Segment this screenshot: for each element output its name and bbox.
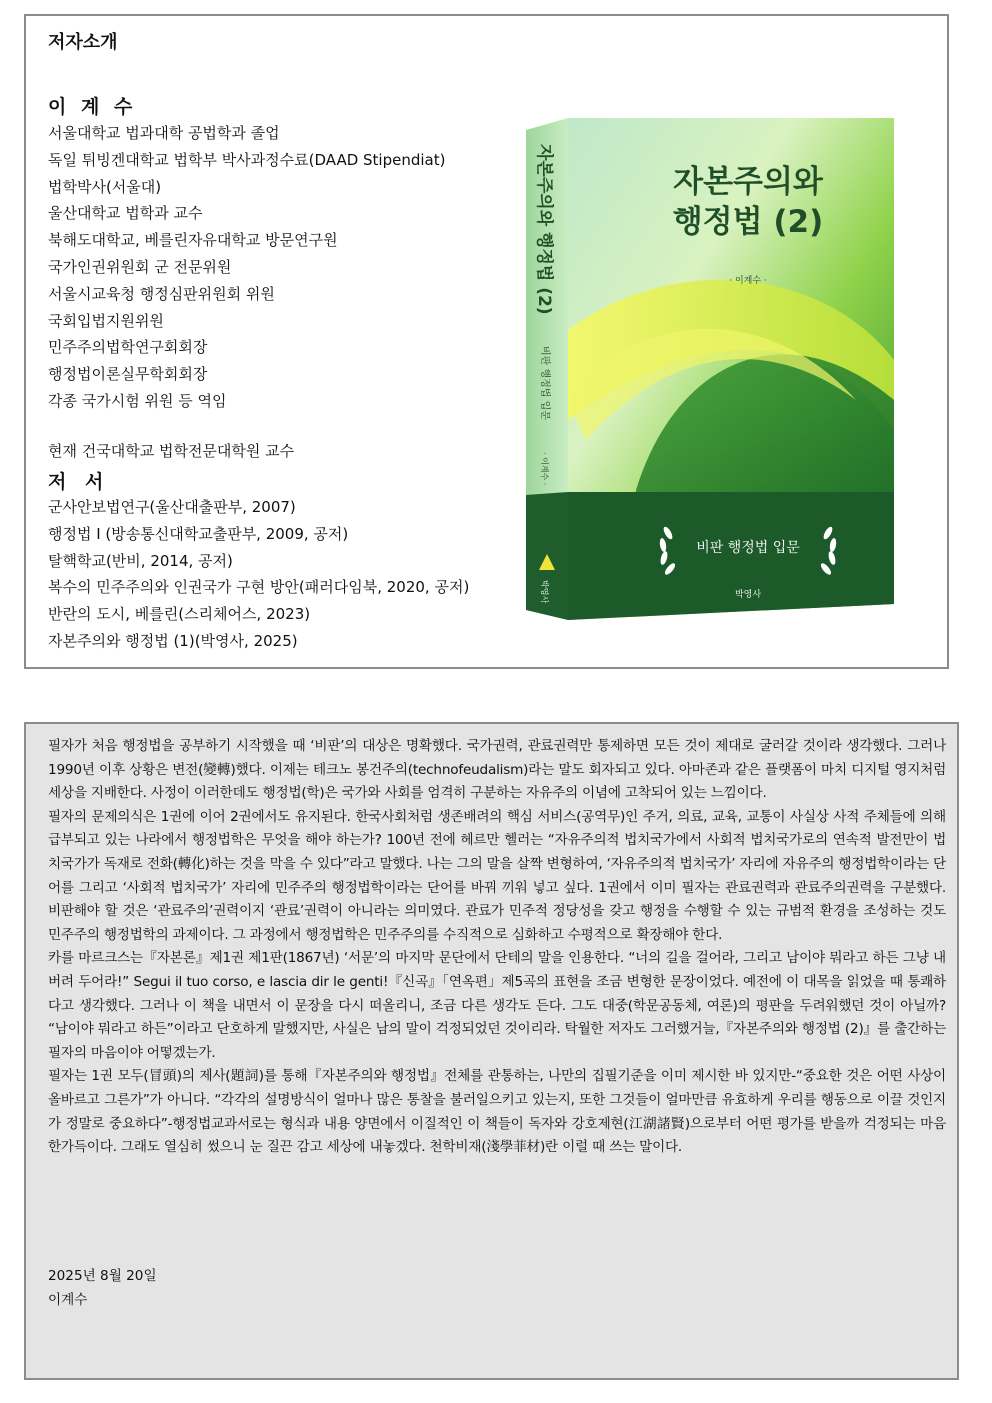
list-item: 독일 튀빙겐대학교 법학부 박사과정수료(DAAD Stipendiat): [48, 150, 446, 169]
book-title-line1: 자본주의와: [673, 164, 823, 200]
author-profile-box: [24, 14, 949, 669]
preface-paragraph: 필자의 문제의식은 1권에 이어 2권에서도 유지된다. 한국사회처럼 생존배려의 핵심 서비스(공역무)인 주거, 의료, 교육, 교통이 사실상 사적 주체들에 의해 급부되고 있는 나라에서 행정법학은 무엇을 해야 하는가? 100년 전에 헤르만 헬러는 “자유주의적 법치국가에서 사회적 법치국가로의 연속적 발전만이 법치국가가 독재로 전화(轉化)하는 것을 막을 수 있다”라고 말했다. 나는 그의 말을 살짝 변형하여, ‘자유주의적 법치국가’ 자리에 자유주의 행정법학이라는 단어를 그리고 ‘사회적 법치국가’ 자리에 민주주의 행정법학이라는 단어를 바꿔 끼워 넣고 싶다. 1권에서 이미 필자는 관료권력과 관료주의권력을 구분했다. 비판해야 할 것은 ‘관료주의’권력이지 ‘관료’권력이 아니라는 의미였다. 관료가 민주적 정당성을 갖고 행정을 수행할 수 있는 규범적 환경을 조성하는 것도 민주주의 행정법학의 과제이다. 그 과정에서 행정법학은 민주주의를 수직적으로 심화하고 수평적으로 확장해야 한다.: [48, 808, 946, 943]
list-item: 행정법이론실무학회회장: [48, 365, 208, 384]
author-name: 이 계 수: [48, 96, 137, 118]
preface-text: [48, 735, 946, 1160]
works-title: 저 서: [48, 471, 110, 493]
preface-paragraph: 필자가 처음 행정법을 공부하기 시작했을 때 ‘비판’의 대상은 명확했다. 국가권력, 관료권력만 통제하면 모든 것이 제대로 굴러갈 것이라 생각했다. 그러나 1990년 이후 상황은 변전(變轉)했다. 이제는 테크노 봉건주의(technofeudalism)라는 말도 회자되고 있다. 아마존과 같은 플랫폼이 마치 디지털 영지처럼 세상을 지배한다. 사정이 이러한데도 행정법(학)은 국가와 사회를 엄격히 구분하는 자유주의 이념에 고착되어 있는 느낌이다.: [48, 738, 946, 802]
list-item: 반란의 도시, 베를린(스리체어스, 2023): [48, 605, 311, 624]
book-title-line2: 행정법 (2): [672, 204, 824, 240]
section-title: 저자소개: [48, 32, 118, 53]
works-list: [48, 494, 469, 655]
list-item: 복수의 민주주의와 인권국가 구현 방안(패러다임북, 2020, 공저): [48, 578, 470, 597]
spine-publisher: 박영사: [540, 580, 549, 604]
list-item: 탈핵학교(반비, 2014, 공저): [48, 551, 233, 570]
list-item: 자본주의와 행정법 (1)(박영사, 2025): [48, 631, 298, 650]
preface-paragraph: 카를 마르크스는『자본론』제1권 제1판(1867년) ‘서문’의 마지막 문단에서 단테의 말을 인용한다. “너의 길을 걸어라, 그리고 남이야 뭐라고 하든 그냥 내버려 두어라!” Segui il tuo corso, e lascia dir le genti!『신곡』「연옥편」제5곡의 표현을 조금 변형한 문장이었다. 예전에 이 대목을 읽었을 때 통쾌하다고 생각했다. 그러나 이 책을 내면서 이 문장을 다시 떠올리니, 조금 다른 생각도 든다. 그도 대중(학문공동체, 여론)의 평판을 두려워했던 것이 아닐까? “남이야 뭐라고 하든”이라고 단호하게 말했지만, 사실은 남의 말이 걱정되었던 것이리라. 탁월한 저자도 그러했거늘,『자본주의와 행정법 (2)』를 출간하는 필자의 마음이야 어떻겠는가.: [48, 950, 946, 1061]
current-position: 현재 건국대학교 법학전문대학원 교수: [48, 442, 295, 460]
list-item: 국회입법지원위원: [48, 311, 164, 330]
book-publisher: 박영사: [734, 590, 762, 600]
list-item: 각종 국가시험 위원 등 역임: [48, 391, 227, 410]
list-item: 군사안보법연구(울산대출판부, 2007): [48, 498, 296, 516]
list-item: 북해도대학교, 베를린자유대학교 방문연구원: [48, 231, 338, 250]
spine-subtitle: 비판 행정법 입문: [539, 346, 550, 420]
list-item: 울산대학교 법학과 교수: [48, 204, 203, 223]
list-item: 국가인권위원회 군 전문위원: [48, 257, 232, 276]
preface-box: [24, 722, 959, 1380]
list-item: 민주주의법학연구회회장: [48, 338, 208, 357]
preface-paragraph: 필자는 1권 모두(冒頭)의 제사(題詞)를 통해『자본주의와 행정법』전체를 관통하는, 나만의 집필기준을 이미 제시한 바 있지만-“중요한 것은 어떤 사상이 올바르고 그른가”가 아니다. “각각의 설명방식이 얼마나 많은 통찰을 불러일으키고 있는지, 또한 그것들이 얼마만큼 유효하게 우리를 행동으로 이끌 것인지가 정말로 중요하다”-행정법교과서로는 형식과 내용 양면에서 이질적인 이 책들이 독자와 강호제현(江湖諸賢)으로부터 어떤 평가를 받을까 걱정되는 마음 한가득이다. 그래도 열심히 썼으니 눈 질끈 감고 세상에 내놓겠다. 천학비재(淺學菲材)란 이럴 때 쓰는 말이다.: [48, 1068, 946, 1156]
preface-date: 2025년 8월 20일: [48, 1268, 157, 1284]
spine-author: · 이계수 ·: [540, 452, 549, 486]
spine-title: 자본주의와 행정법 (2): [534, 144, 554, 315]
list-item: 법학박사(서울대): [48, 177, 162, 196]
book-author-tag: · 이계수 ·: [729, 276, 767, 286]
list-item: 서울시교육청 행정심판위원회 위원: [48, 284, 275, 303]
list-item: 서울대학교 법과대학 공법학과 졸업: [48, 124, 280, 142]
preface-signer: 이계수: [48, 1292, 88, 1308]
list-item: 행정법 I (방송통신대학교출판부, 2009, 공저): [48, 524, 349, 543]
book-cover-image: [526, 100, 896, 640]
career-list: [48, 120, 445, 415]
book-subtitle: 비판 행정법 입문: [696, 540, 800, 556]
